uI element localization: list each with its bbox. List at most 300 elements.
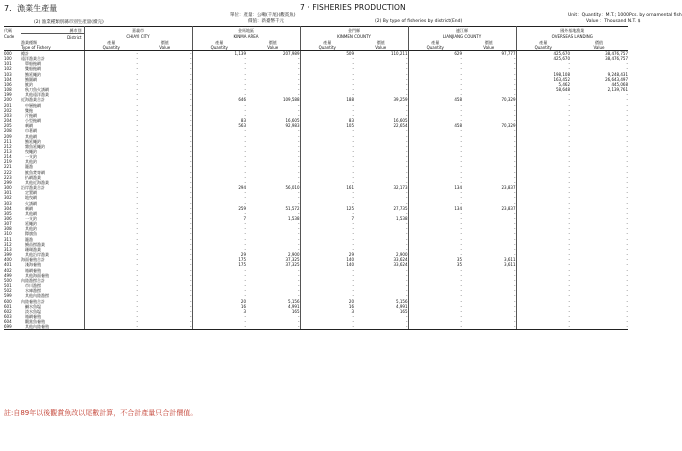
value-cell: -: [354, 82, 408, 87]
quantity-cell: -: [244, 241, 246, 247]
value-cell: -: [138, 56, 192, 61]
type-header: 漁業種類 Type of Fishery: [21, 40, 84, 51]
value-cell: 16,605: [354, 118, 408, 123]
value-cell: -: [138, 221, 192, 226]
quantity-cell: -: [460, 159, 462, 165]
quantity-cell: -: [244, 277, 246, 283]
units-zh-line2: 價值：新臺幣千元: [248, 19, 284, 24]
value-cell: 39,259: [354, 97, 408, 102]
value-cell: -: [138, 288, 192, 293]
quantity-cell: -: [460, 221, 462, 227]
quantity-cell: 7: [243, 216, 246, 221]
value-cell: -: [246, 103, 300, 108]
value-cell: -: [246, 164, 300, 169]
value-cell: -: [138, 293, 192, 298]
val-header: 價值 Value: [138, 40, 192, 51]
quantity-cell: 259: [238, 205, 246, 211]
quantity-cell: -: [244, 169, 246, 175]
value-cell: -: [138, 113, 192, 118]
quantity-cell: -: [352, 288, 354, 294]
quantity-cell: -: [568, 118, 570, 124]
value-cell: -: [246, 170, 300, 175]
table-body: [4, 51, 628, 330]
row-fishery-type: 巾著網: [21, 128, 84, 133]
row-code: 201: [4, 102, 12, 108]
quantity-cell: -: [568, 283, 570, 289]
value-cell: -: [138, 185, 192, 190]
quantity-cell: 20: [348, 298, 354, 304]
value-cell: -: [246, 134, 300, 139]
quantity-cell: -: [460, 303, 462, 309]
value-cell: -: [138, 66, 192, 71]
quantity-cell: -: [352, 81, 354, 87]
quantity-cell: -: [568, 262, 570, 268]
quantity-cell: -: [460, 231, 462, 237]
quantity-cell: -: [568, 272, 570, 278]
row-code: 101: [4, 61, 12, 67]
quantity-cell: -: [568, 205, 570, 211]
quantity-cell: -: [460, 81, 462, 87]
value-cell: -: [246, 231, 300, 236]
value-cell: -: [462, 87, 516, 92]
value-cell: -: [138, 139, 192, 144]
quantity-cell: 16: [240, 303, 246, 309]
quantity-cell: -: [460, 112, 462, 118]
value-cell: -: [462, 201, 516, 206]
value-cell: -: [138, 128, 192, 133]
value-cell: -: [354, 273, 408, 278]
quantity-cell: -: [244, 293, 246, 299]
value-cell: -: [462, 299, 516, 304]
row-fishery-type: 鹹水魚塭: [21, 304, 84, 309]
row-code: 699: [4, 324, 21, 330]
value-cell: -: [138, 231, 192, 236]
quantity-cell: -: [568, 210, 570, 216]
quantity-cell: -: [568, 241, 570, 247]
quantity-cell: -: [136, 179, 138, 185]
quantity-cell: -: [568, 159, 570, 165]
quantity-cell: -: [352, 159, 354, 165]
value-cell: -: [626, 174, 628, 180]
quantity-cell: -: [244, 231, 246, 237]
quantity-cell: -: [460, 61, 462, 67]
value-cell: 2,139,761: [607, 87, 628, 93]
quantity-cell: -: [136, 293, 138, 299]
value-cell: -: [354, 108, 408, 113]
row-fishery-type: 其他釣: [21, 226, 84, 231]
quantity-cell: -: [136, 313, 138, 319]
value-cell: -: [626, 257, 628, 263]
quantity-cell: -: [568, 123, 570, 129]
value-cell: -: [138, 324, 192, 330]
value-cell: -: [462, 252, 516, 257]
quantity-cell: -: [460, 195, 462, 201]
row-code: 401: [4, 262, 12, 268]
quantity-cell: -: [136, 226, 138, 232]
quantity-cell: -: [136, 205, 138, 211]
value-cell: -: [626, 226, 628, 232]
value-cell: -: [462, 139, 516, 144]
subtitle-chinese: (2) 漁業種類別縣市別生產量(續完): [34, 20, 104, 25]
value-cell: -: [462, 180, 516, 185]
quantity-cell: -: [460, 118, 462, 124]
quantity-cell: -: [136, 267, 138, 273]
row-fishery-type: 魷釣: [21, 82, 84, 87]
quantity-cell: -: [136, 262, 138, 268]
quantity-cell: -: [352, 112, 354, 118]
value-cell: -: [354, 211, 408, 216]
quantity-cell: -: [568, 216, 570, 221]
value-cell: -: [354, 87, 408, 92]
row-code: 102: [4, 66, 12, 72]
value-cell: -: [246, 201, 300, 206]
quantity-cell: -: [352, 190, 354, 196]
row-fishery-type: 其他網: [21, 211, 84, 216]
value-cell: -: [354, 77, 408, 82]
quantity-cell: -: [460, 174, 462, 180]
value-cell: 32,173: [354, 185, 408, 190]
row-fishery-type: 觀賞魚養殖: [21, 319, 84, 324]
row-fishery-type: 水庫漁撈: [21, 288, 84, 293]
row-fishery-type: 刺網: [21, 123, 84, 128]
quantity-cell: -: [136, 159, 138, 165]
value-cell: 3,611: [462, 257, 516, 262]
value-cell: -: [626, 61, 628, 67]
row-fishery-type: 刺網: [21, 206, 84, 211]
value-cell: 165: [246, 309, 300, 314]
quantity-cell: -: [568, 97, 570, 103]
value-cell: -: [626, 138, 628, 144]
row-code: 400: [4, 257, 12, 263]
row-fishery-type: 鮪圍網: [21, 77, 84, 82]
value-cell: -: [246, 242, 300, 247]
value-cell: -: [138, 195, 192, 200]
quantity-cell: -: [136, 97, 138, 103]
quantity-cell: -: [136, 87, 138, 93]
quantity-cell: -: [568, 252, 570, 258]
value-cell: -: [354, 134, 408, 139]
value-cell: -: [462, 77, 516, 82]
value-cell: -: [138, 123, 192, 128]
row-code: 204: [4, 118, 12, 124]
quantity-cell: -: [460, 169, 462, 175]
value-cell: -: [138, 77, 192, 82]
code-header-en: Code: [4, 34, 15, 40]
value-cell: 23,837: [462, 206, 516, 211]
quantity-cell: -: [460, 216, 462, 221]
value-cell: -: [246, 159, 300, 164]
value-cell: 16,605: [246, 118, 300, 123]
quantity-cell: -: [136, 143, 138, 149]
quantity-cell: 188: [346, 97, 354, 103]
row-fishery-type: 遠洋漁業合計: [21, 56, 84, 61]
quantity-cell: -: [352, 87, 354, 93]
quantity-cell: -: [568, 61, 570, 67]
row-fishery-type: 雙船拖網: [21, 66, 84, 71]
row-fishery-type: 片拖網: [21, 113, 84, 118]
value-cell: 22,654: [354, 123, 408, 128]
value-cell: -: [354, 92, 408, 97]
value-cell: -: [354, 288, 408, 293]
value-cell: -: [462, 324, 516, 330]
value-cell: -: [246, 56, 300, 61]
chiayi-header-zh: 嘉義市: [84, 27, 192, 34]
quantity-cell: -: [352, 76, 354, 82]
value-cell: -: [626, 159, 628, 165]
row-fishery-type: 魷魚焚寄網: [21, 170, 84, 175]
value-cell: -: [354, 164, 408, 169]
quantity-cell: -: [460, 143, 462, 149]
value-cell: -: [626, 123, 628, 129]
district-header-en: District: [21, 34, 84, 41]
row-code: 000: [4, 51, 12, 56]
row-code: 304: [4, 205, 12, 211]
quantity-cell: -: [244, 226, 246, 232]
value-cell: 37,325: [246, 257, 300, 262]
value-cell: -: [626, 128, 628, 134]
quantity-cell: -: [244, 164, 246, 170]
value-cell: 23,837: [462, 185, 516, 190]
value-cell: -: [246, 278, 300, 283]
quantity-cell: 563: [238, 123, 246, 129]
row-code: 205: [4, 123, 12, 129]
quantity-cell: -: [244, 87, 246, 93]
quantity-cell: -: [136, 81, 138, 87]
value-cell: -: [354, 154, 408, 159]
value-cell: 38,476,757: [605, 51, 628, 56]
value-cell: -: [246, 211, 300, 216]
quantity-cell: -: [136, 195, 138, 201]
quantity-cell: 35: [456, 257, 462, 263]
quantity-cell: -: [568, 221, 570, 227]
quantity-cell: 161: [346, 185, 354, 191]
quantity-cell: -: [568, 190, 570, 196]
row-code: 501: [4, 283, 12, 289]
quantity-cell: 134: [454, 185, 462, 191]
value-cell: -: [462, 319, 516, 324]
quantity-cell: -: [568, 143, 570, 149]
value-cell: -: [626, 246, 628, 252]
quantity-cell: -: [136, 102, 138, 108]
quantity-cell: 7: [351, 216, 354, 221]
value-cell: -: [138, 108, 192, 113]
value-cell: -: [138, 87, 192, 92]
quantity-cell: -: [136, 164, 138, 170]
quantity-cell: -: [568, 308, 570, 314]
quantity-cell: -: [136, 298, 138, 304]
quantity-cell: -: [352, 56, 354, 62]
overseas-header-en: OVERSEAS LANDING: [551, 34, 593, 40]
value-cell: 56,010: [246, 185, 300, 190]
value-cell: -: [462, 309, 516, 314]
row-fishery-type: 總計: [21, 51, 84, 57]
value-cell: -: [138, 314, 192, 319]
value-cell: -: [138, 262, 192, 267]
value-cell: -: [626, 190, 628, 196]
value-cell: -: [626, 308, 628, 314]
quantity-cell: -: [352, 107, 354, 113]
quantity-cell: -: [244, 61, 246, 67]
value-cell: 165: [354, 309, 408, 314]
quantity-cell: 58,648: [556, 87, 570, 93]
row-fishery-type: 鰻苗撈漁業: [21, 242, 84, 247]
quantity-cell: -: [460, 267, 462, 273]
value-cell: -: [462, 216, 516, 221]
quantity-cell: -: [408, 324, 462, 330]
value-cell: -: [138, 211, 192, 216]
value-cell: -: [354, 128, 408, 133]
row-code: 500: [4, 277, 12, 283]
value-cell: -: [354, 278, 408, 283]
quantity-cell: -: [568, 138, 570, 144]
value-cell: -: [626, 277, 628, 283]
quantity-cell: -: [460, 210, 462, 216]
row-code: 306: [4, 216, 12, 221]
value-cell: 3,611: [462, 262, 516, 267]
value-cell: -: [354, 324, 408, 330]
value-cell: 33,624: [354, 262, 408, 267]
quantity-cell: -: [352, 128, 354, 134]
quantity-cell: -: [460, 190, 462, 196]
quantity-cell: -: [352, 246, 354, 252]
value-cell: -: [138, 51, 192, 57]
value-cell: 2,900: [246, 252, 300, 257]
value-cell: -: [462, 175, 516, 180]
row-fishery-type: 內陸漁撈合計: [21, 278, 84, 283]
value-cell: -: [462, 66, 516, 71]
quantity-cell: -: [244, 159, 246, 165]
value-cell: -: [462, 118, 516, 123]
quantity-cell: -: [568, 298, 570, 304]
quantity-cell: -: [568, 185, 570, 191]
val-header: 價值 Value: [246, 40, 300, 51]
quantity-cell: -: [136, 92, 138, 98]
quantity-cell: -: [460, 76, 462, 82]
quantity-cell: 83: [348, 118, 354, 124]
value-cell: -: [462, 293, 516, 298]
value-cell: -: [138, 226, 192, 231]
quantity-cell: 163,452: [553, 76, 570, 82]
value-cell: 1,538: [354, 216, 408, 221]
quantity-cell: -: [568, 169, 570, 175]
value-cell: -: [626, 216, 628, 221]
value-cell: -: [354, 201, 408, 206]
row-code: 103: [4, 71, 12, 77]
row-fishery-type: 其他內陸漁撈: [21, 293, 84, 298]
quantity-cell: -: [568, 179, 570, 185]
value-cell: -: [626, 205, 628, 211]
quantity-cell: -: [244, 283, 246, 289]
value-cell: -: [246, 195, 300, 200]
quantity-cell: -: [568, 288, 570, 294]
quantity-cell: -: [136, 308, 138, 314]
quantity-cell: -: [460, 138, 462, 144]
row-code: 308: [4, 226, 12, 232]
quantity-cell: -: [460, 148, 462, 154]
quantity-cell: -: [568, 267, 570, 273]
row-fishery-type: 曳繩釣: [21, 149, 84, 154]
value-cell: -: [462, 61, 516, 66]
value-cell: -: [462, 242, 516, 247]
value-cell: -: [138, 159, 192, 164]
value-cell: -: [246, 190, 300, 195]
quantity-cell: -: [192, 324, 246, 330]
quantity-cell: 140: [346, 262, 354, 268]
quantity-cell: -: [300, 324, 354, 330]
value-cell: -: [246, 314, 300, 319]
quantity-cell: -: [244, 179, 246, 185]
quantity-cell: 198,108: [553, 71, 570, 77]
quantity-cell: -: [568, 112, 570, 118]
value-cell: -: [570, 324, 628, 330]
row-fishery-type: 海面養殖合計: [21, 257, 84, 262]
value-cell: -: [462, 283, 516, 288]
row-code: 214: [4, 154, 12, 160]
value-cell: -: [626, 164, 628, 170]
quantity-cell: -: [352, 231, 354, 237]
quantity-cell: -: [136, 185, 138, 191]
quantity-cell: 3: [351, 308, 354, 314]
value-cell: -: [462, 211, 516, 216]
row-code: 600: [4, 298, 12, 304]
row-code: 104: [4, 76, 12, 82]
quantity-cell: -: [244, 272, 246, 278]
quantity-cell: 16: [348, 303, 354, 309]
value-cell: -: [626, 148, 628, 154]
value-cell: -: [626, 185, 628, 191]
value-cell: -: [138, 206, 192, 211]
quantity-cell: 5,462: [558, 81, 570, 87]
row-code: 223: [4, 174, 12, 180]
quantity-cell: 1,139: [234, 51, 246, 56]
value-cell: -: [462, 314, 516, 319]
row-code: 100: [4, 56, 12, 62]
kinmen-header-en: KINMEN COUNTY: [300, 34, 408, 41]
quantity-cell: 140: [346, 257, 354, 263]
row-code: 213: [4, 148, 12, 154]
quantity-cell: -: [352, 313, 354, 319]
value-cell: -: [626, 298, 628, 304]
quantity-cell: -: [244, 102, 246, 108]
quantity-cell: -: [244, 288, 246, 294]
quantity-cell: -: [244, 246, 246, 252]
value-cell: -: [626, 107, 628, 113]
value-cell: -: [138, 97, 192, 102]
value-cell: -: [138, 247, 192, 252]
quantity-cell: -: [352, 164, 354, 170]
value-cell: -: [354, 66, 408, 71]
row-fishery-type: 扒網漁業: [21, 175, 84, 180]
quantity-cell: 35: [456, 262, 462, 268]
value-cell: -: [138, 175, 192, 180]
quantity-cell: -: [568, 313, 570, 319]
value-cell: 4,991: [354, 304, 408, 309]
value-cell: -: [138, 273, 192, 278]
value-cell: -: [626, 262, 628, 268]
quantity-cell: -: [136, 288, 138, 294]
units-en-line1: Unit：Quantity：M.T.; 1000Pcs. by ornamental fish: [568, 13, 682, 18]
value-cell: -: [626, 66, 628, 72]
quantity-cell: -: [460, 288, 462, 294]
quantity-cell: -: [352, 241, 354, 247]
quantity-cell: -: [84, 324, 138, 330]
quantity-cell: -: [136, 66, 138, 72]
lienchiang-header-zh: 連江縣: [408, 27, 516, 34]
quantity-cell: -: [460, 319, 462, 325]
row-code: 203: [4, 112, 12, 118]
quantity-cell: 83: [240, 118, 246, 124]
value-cell: -: [138, 164, 192, 169]
